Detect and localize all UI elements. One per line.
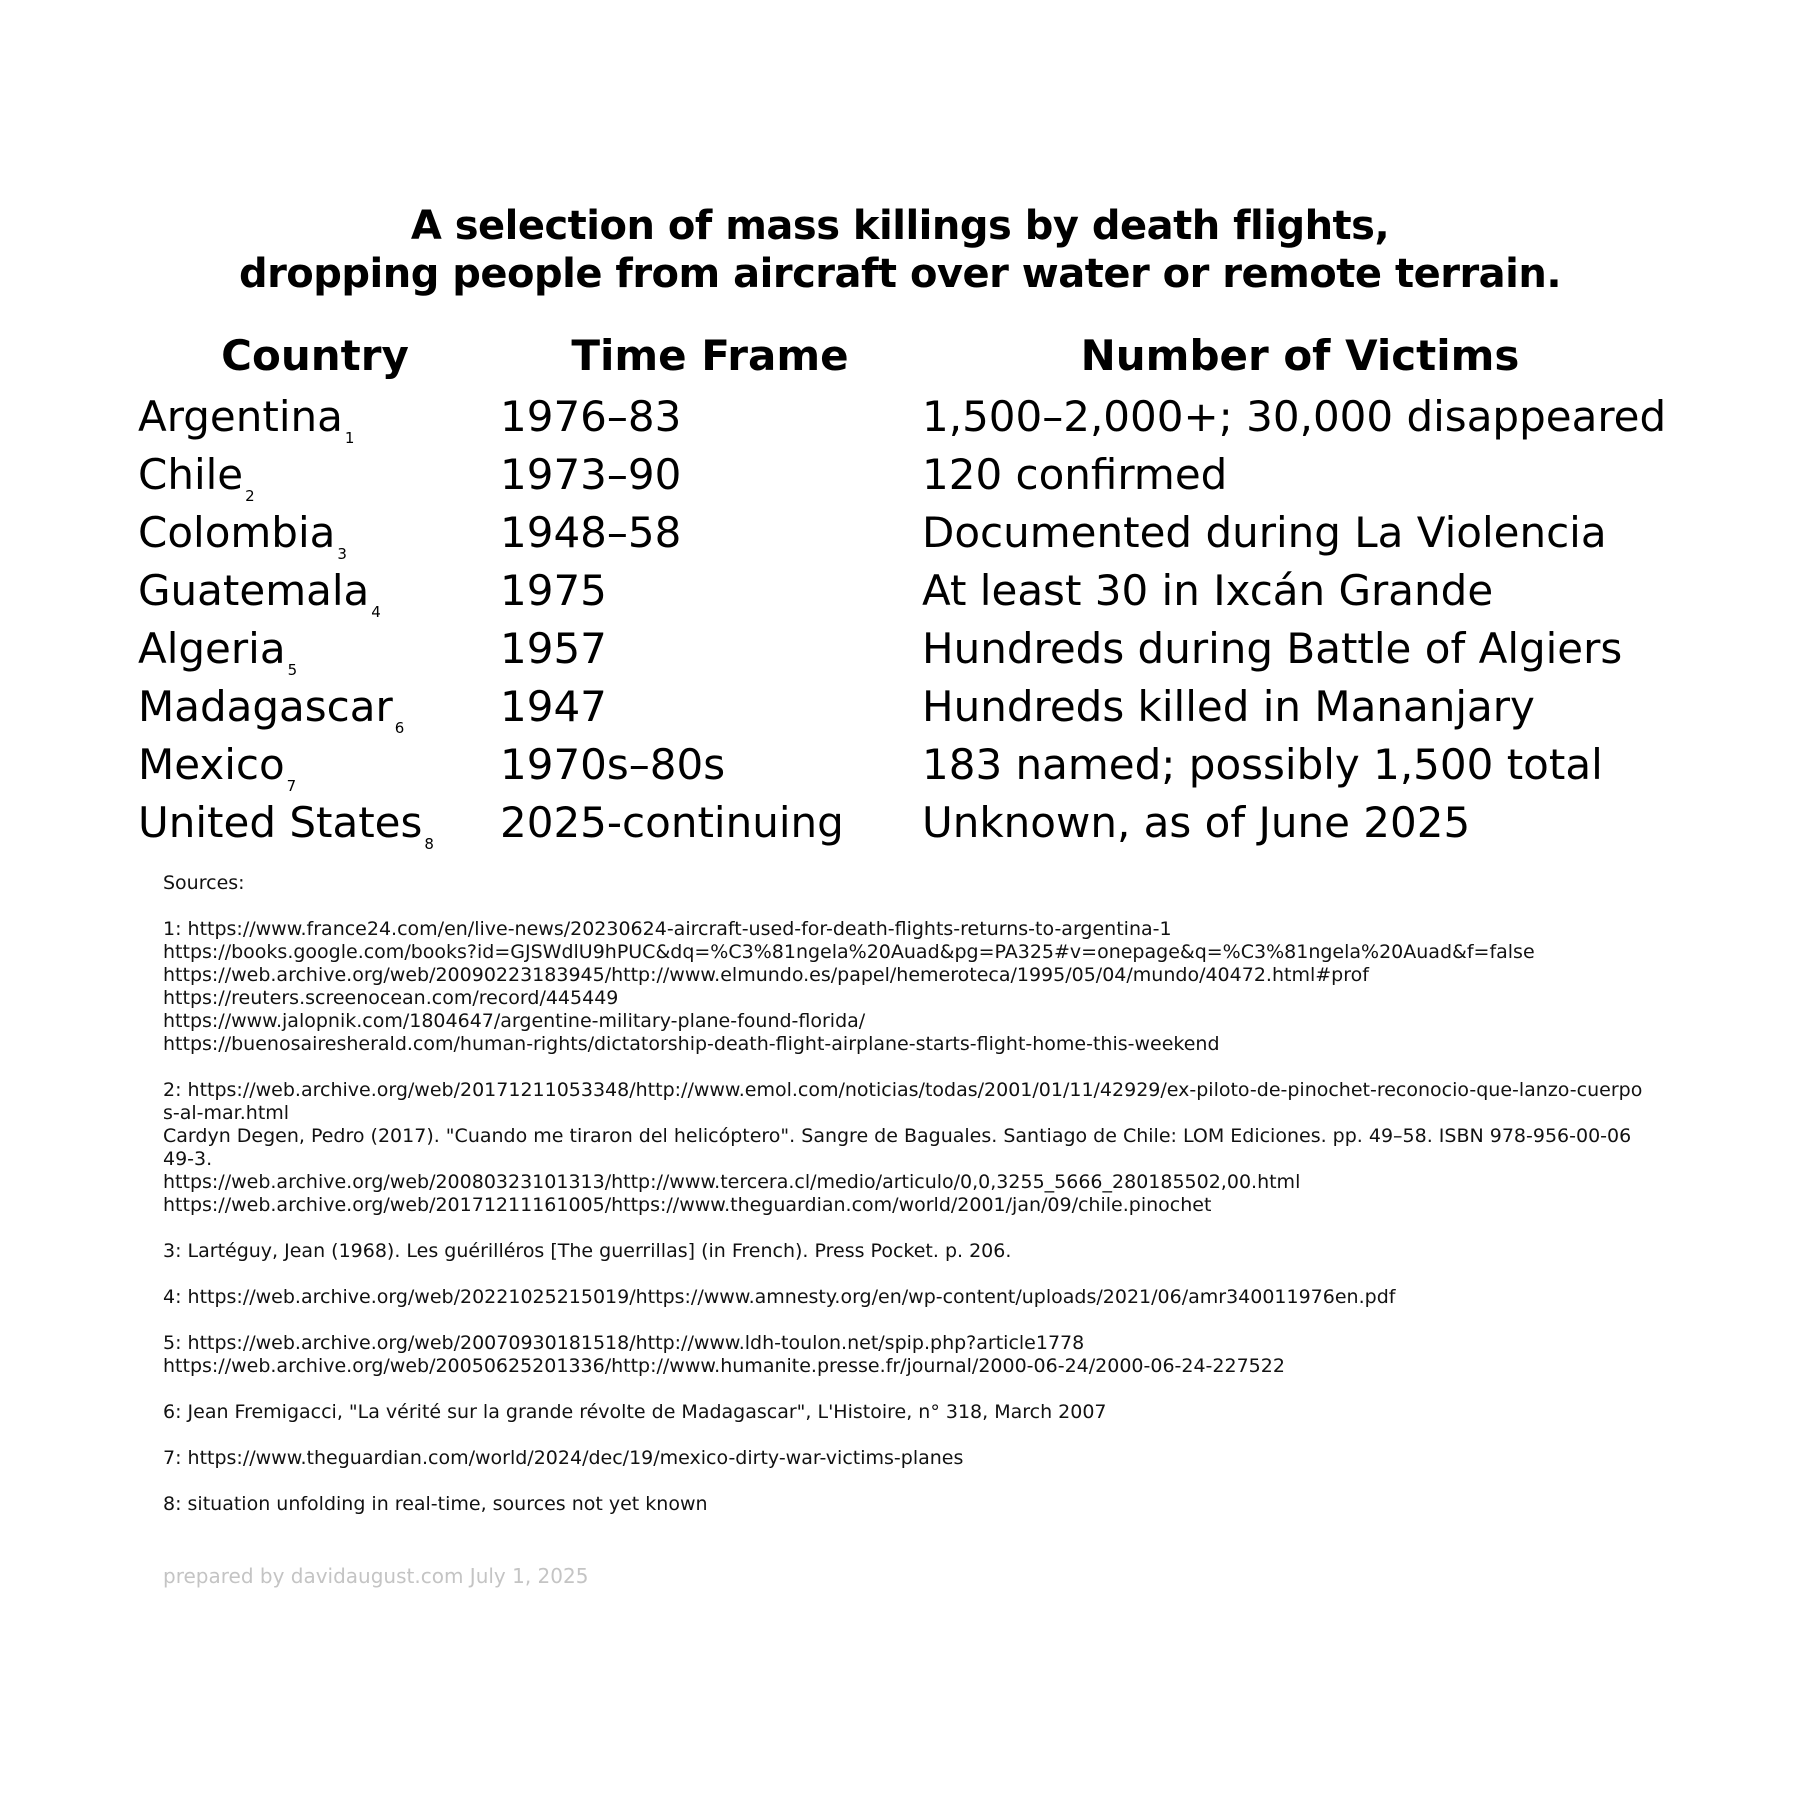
victims-cell: Documented during La Violencia — [922, 508, 1607, 557]
country-cell — [138, 794, 434, 873]
source-line: Cardyn Degen, Pedro (2017). "Cuando me tiraron del helicóptero". Sangre de Baguales. Santiago de Chile: LOM Ediciones. pp. 49–58. ISBN 978-956-00-0649-3. — [163, 1125, 1632, 1170]
credit-line: prepared by davidaugust.com July 1, 2025 — [163, 1564, 589, 1588]
document-title — [0, 202, 1800, 298]
table-row — [0, 562, 1800, 620]
footnote-ref: 8 — [424, 835, 434, 853]
country-name: Algeria — [138, 624, 286, 673]
country-name: Argentina — [138, 392, 343, 441]
source-block — [163, 1079, 1643, 1217]
source-line: https://web.archive.org/web/20050625201336/http://www.humanite.presse.fr/journal/2000-06-24/2000-06-24-227522 — [163, 1355, 1285, 1377]
footnote-ref: 2 — [245, 487, 255, 505]
header-country: Country — [221, 331, 409, 380]
source-line: https://buenosairesherald.com/human-rights/dictatorship-death-flight-airplane-starts-flight-home-this-weekend — [163, 1033, 1220, 1055]
header-number-of-victims: Number of Victims — [1080, 331, 1520, 380]
country-name: Colombia — [138, 508, 336, 557]
time-frame-cell: 1948–58 — [500, 508, 682, 557]
source-line: 2: https://web.archive.org/web/20171211053348/http://www.emol.com/noticias/todas/2001/01/11/42929/ex-piloto-de-pinochet-reconocio-que-lanzo-cuerpos-al-mar.html — [163, 1079, 1643, 1124]
time-frame-cell: 1976–83 — [500, 392, 682, 441]
source-line: 4: https://web.archive.org/web/20221025215019/https://www.amnesty.org/en/wp-content/uploads/2021/06/amr340011976en.pdf — [163, 1286, 1396, 1308]
footnote-ref: 3 — [337, 545, 347, 563]
table-row — [0, 736, 1800, 794]
title-line-2: dropping people from aircraft over water or remote terrain. — [238, 251, 1562, 297]
victims-cell: Hundreds during Battle of Algiers — [922, 624, 1623, 673]
victims-cell: Hundreds killed in Mananjary — [922, 682, 1535, 731]
table-row — [0, 678, 1800, 736]
source-list — [163, 918, 1643, 1516]
victims-cell: Unknown, as of June 2025 — [922, 798, 1471, 847]
country-name: Guatemala — [138, 566, 370, 615]
sources-section — [163, 872, 1643, 1539]
time-frame-cell: 1947 — [500, 682, 607, 731]
source-line: 3: Lartéguy, Jean (1968). Les guérilléros [The guerrillas] (in French). Press Pocket. p. 206. — [163, 1240, 1012, 1262]
time-frame-cell: 1973–90 — [500, 450, 682, 499]
footnote-ref: 4 — [371, 603, 381, 621]
victims-cell: 1,500–2,000+; 30,000 disappeared — [922, 392, 1667, 441]
country-name: Mexico — [138, 740, 285, 789]
sources-heading: Sources: — [163, 872, 245, 894]
table-row — [0, 388, 1800, 446]
source-line: https://web.archive.org/web/20080323101313/http://www.tercera.cl/medio/articulo/0,0,3255_5666_280185502,00.html — [163, 1171, 1301, 1193]
country-name: Chile — [138, 450, 244, 499]
source-block — [163, 1447, 1643, 1470]
header-time-frame: Time Frame — [571, 331, 849, 380]
time-frame-cell: 1970s–80s — [500, 740, 726, 789]
source-line: https://web.archive.org/web/20171211161005/https://www.theguardian.com/world/2001/jan/09/chile.pinochet — [163, 1194, 1212, 1216]
title-line-1: A selection of mass killings by death flights, — [410, 203, 1390, 249]
victims-cell: 183 named; possibly 1,500 total — [922, 740, 1603, 789]
country-name: United States — [138, 798, 423, 847]
source-line: 6: Jean Fremigacci, "La vérité sur la grande révolte de Madagascar", L'Histoire, n° 318, March 2007 — [163, 1401, 1107, 1423]
source-line: https://books.google.com/books?id=GJSWdlU9hPUC&dq=%C3%81ngela%20Auad&pg=PA325#v=onepage&q=%C3%81ngela%20Auad&f=false — [163, 941, 1535, 963]
source-line: 8: situation unfolding in real-time, sources not yet known — [163, 1493, 708, 1515]
source-line: https://www.jalopnik.com/1804647/argentine-military-plane-found-florida/ — [163, 1010, 866, 1032]
source-line: https://reuters.screenocean.com/record/445449 — [163, 987, 619, 1009]
victims-cell: At least 30 in Ixcán Grande — [922, 566, 1494, 615]
source-block — [163, 1240, 1643, 1263]
source-block — [163, 1493, 1643, 1516]
source-line: 1: https://www.france24.com/en/live-news/20230624-aircraft-used-for-death-flights-returns-to-argentina-1 — [163, 918, 1172, 940]
time-frame-cell: 1975 — [500, 566, 607, 615]
source-block — [163, 1332, 1643, 1378]
footnote-ref: 5 — [287, 661, 298, 679]
source-block — [163, 1401, 1643, 1424]
source-line: 7: https://www.theguardian.com/world/2024/dec/19/mexico-dirty-war-victims-planes — [163, 1447, 964, 1469]
country-name: Madagascar — [138, 682, 393, 731]
source-line: 5: https://web.archive.org/web/20070930181518/http://www.ldh-toulon.net/spip.php?article1778 — [163, 1332, 1085, 1354]
footnote-ref: 1 — [344, 429, 355, 447]
table-row — [0, 794, 1800, 852]
time-frame-cell: 2025-continuing — [500, 798, 844, 847]
source-block — [163, 918, 1643, 1056]
table-row — [0, 504, 1800, 562]
source-line: https://web.archive.org/web/20090223183945/http://www.elmundo.es/papel/hemeroteca/1995/05/04/mundo/40472.html#prof — [163, 964, 1369, 986]
footnote-ref: 7 — [286, 777, 297, 795]
table-row — [0, 620, 1800, 678]
source-block — [163, 1286, 1643, 1309]
table-row — [0, 446, 1800, 504]
victims-cell: 120 confirmed — [922, 450, 1228, 499]
footnote-ref: 6 — [394, 719, 405, 737]
time-frame-cell: 1957 — [500, 624, 607, 673]
